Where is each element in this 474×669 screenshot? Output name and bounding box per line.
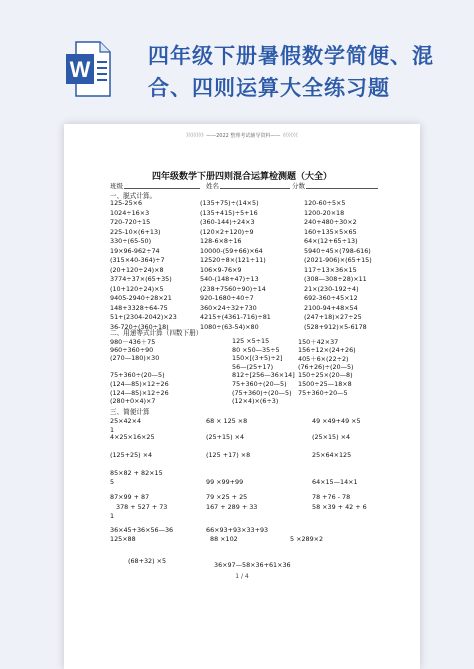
problem-cell: (12×4)×(6÷3)	[232, 397, 279, 406]
section2-title: 二、用递等式计算（四数下册）	[110, 329, 203, 337]
problem-cell: 58 ×39 + 42 + 6	[312, 503, 367, 511]
problem-cell: 10000-(59+66)×64	[200, 246, 263, 255]
problem-cell: 720-720÷15	[110, 218, 151, 226]
problem-cell: 12520÷8×(121÷11)	[200, 256, 266, 264]
problem-cell: 120-60÷5×5	[304, 199, 346, 207]
problem-cell: 128-6×8÷16	[200, 237, 242, 245]
problem-cell: 1	[110, 512, 115, 520]
problem-cell: (135+415)÷5+16	[200, 208, 258, 217]
problem-cell: 3774÷37×(65+35)	[110, 275, 172, 283]
problem-cell: (10+120÷24)×5	[110, 284, 164, 293]
problem-cell: 68 × 125 ×8	[206, 417, 248, 425]
problem-cell: (124—85)×12÷26	[110, 380, 169, 388]
section3-title: 三、简便计算	[110, 408, 150, 416]
problem-cell: (270—180)×30	[110, 354, 160, 363]
class-label: 班级	[110, 182, 123, 190]
banner	[0, 0, 474, 120]
problem-cell: 160+135×5×65	[304, 227, 357, 236]
problem-cell: 330÷(65-50)	[110, 237, 152, 245]
problem-cell: 240+480÷30×2	[304, 218, 357, 226]
doc-title: 四年级数学下册四则混合运算检测题（大全）	[151, 172, 332, 182]
problem-cell: 150×[(3+5)÷2]	[232, 354, 283, 363]
score-blank	[306, 188, 378, 189]
problem-cell: 150＋42×37	[298, 338, 339, 346]
score-label: 分数	[292, 182, 305, 190]
problem-cell: 4×25×16×25	[110, 433, 155, 441]
banner-title-line2: 合、四则运算大全练习题	[148, 76, 390, 100]
problem-cell: 5940÷45×(798-616)	[304, 246, 371, 255]
problem-cell: 87×99 + 87	[110, 493, 150, 501]
problem-cell: 148+3328÷64-75	[110, 303, 168, 312]
problem-cell: 36×45+36×56—36	[110, 526, 174, 534]
name-label: 姓名	[206, 182, 219, 190]
problem-cell: (238+7560÷90)÷14	[200, 284, 266, 293]
problem-cell: (528+912)×5-6178	[304, 322, 367, 331]
problem-cell: (68+32) ×5	[128, 557, 167, 565]
problem-cell: 125×88	[110, 535, 136, 543]
problem-cell: 960÷360÷90	[110, 345, 154, 354]
problem-cell: 51+(2304-2042)×23	[110, 313, 177, 321]
problem-cell: (20+120÷24)×8	[110, 265, 164, 274]
problem-cell: 64×(12+65÷13)	[304, 237, 358, 245]
problem-cell: 75+360÷20—5	[298, 388, 348, 397]
problem-cell: 75+360÷(20—5)	[232, 380, 287, 388]
problem-cell: 4215+(4361-716)÷81	[200, 313, 271, 321]
problem-cell: (124—85)×12÷26	[110, 388, 169, 397]
problem-cell: 2100-94+48×54	[304, 303, 358, 312]
problem-cell: 19×96-962÷74	[110, 246, 160, 255]
problem-cell: 1500÷25—18×8	[298, 380, 352, 388]
problem-cell: (76+26)÷(20—5)	[298, 362, 354, 371]
problem-cell: 1024÷16×3	[110, 208, 150, 217]
problem-cell: 378 + 527 + 73	[116, 503, 168, 511]
problem-cell: (280+0×4)×7	[110, 397, 156, 406]
problem-cell: 125 ×5÷15	[232, 337, 270, 345]
doc-header: 》》》》》》》——2022 整理考试辅导资料——《《《《《《	[186, 133, 298, 139]
problem-cell: 25×42×4	[110, 417, 142, 425]
problem-cell: 64×15—14×1	[312, 478, 358, 486]
problem-cell: 88 ×102	[210, 535, 238, 543]
document-page	[64, 124, 420, 669]
svg-text:W: W	[69, 57, 91, 82]
problem-cell: 692-360÷45×12	[304, 294, 358, 302]
problem-cell: 106×9-76×9	[200, 265, 242, 274]
problem-cell: 225-10×(6+13)	[110, 227, 161, 236]
problem-cell: (125+25) ×4	[110, 451, 153, 459]
problem-cell: 79 ×25 + 25	[206, 493, 248, 501]
problem-cell: 540-(148+47)÷13	[200, 275, 259, 283]
problem-cell: 150÷25×(20—8)	[298, 371, 353, 380]
problem-cell: 405＋6×(22÷2)	[298, 355, 349, 364]
problem-cell: 5	[110, 478, 115, 486]
banner-title-line1: 四年级下册暑假数学简便、混	[148, 44, 434, 68]
page-number: 1 / 4	[235, 573, 249, 580]
problem-cell: 36×97—58×36+61×36	[214, 561, 291, 569]
problem-cell: 920-1680÷40÷7	[200, 294, 254, 302]
problem-cell: 125-25×6	[110, 199, 143, 207]
problem-cell: (315×40-364)÷7	[110, 256, 165, 264]
problem-cell: 1	[110, 426, 115, 434]
problem-cell: 99 ×99+99	[206, 478, 244, 486]
problem-cell: (25+15) ×4	[206, 433, 245, 441]
problem-cell: 117÷13×36×15	[304, 265, 357, 274]
problem-cell: (2021-906)×(65+15)	[304, 256, 372, 264]
problem-cell: 25×64×125	[312, 451, 352, 459]
problem-cell: (308—308÷28)×11	[304, 275, 367, 283]
problem-cell: 78 +76 - 78	[312, 493, 351, 501]
problem-cell: (125 +17) ×8	[206, 451, 251, 459]
word-icon	[66, 40, 112, 98]
problem-cell: 56—(25+17)	[232, 362, 274, 371]
problem-cell: (247+18)×27÷25	[304, 313, 362, 321]
problem-cell: (135+75)÷(14×5)	[200, 199, 259, 207]
problem-cell: 9405-2940÷28×21	[110, 294, 172, 302]
problem-cell: 980－436＋75	[110, 338, 156, 346]
problem-cell: (75+360)÷(20—5)	[232, 388, 292, 397]
problem-cell: 167 + 289 + 33	[206, 503, 258, 511]
problem-cell: (360-144)÷24×3	[200, 218, 255, 226]
problem-cell: 36-720÷(360÷18)	[110, 322, 169, 331]
section1-title: 一、脱式计算。	[110, 192, 157, 200]
problem-cell: 21×(230-192÷4)	[304, 284, 359, 293]
problem-cell: 1080÷(63-54)×80	[200, 322, 259, 331]
problem-cell: 85×82 + 82×15	[110, 469, 163, 477]
problem-cell: 360×24÷32+730	[200, 303, 257, 312]
problem-cell: 80 ×50—35÷5	[232, 345, 280, 354]
problem-cell: 49 ×49+49 ×5	[312, 417, 361, 425]
problem-cell: 66×93+93×33+93	[206, 526, 269, 534]
problem-cell: 1200-20×18	[304, 208, 345, 217]
class-blank	[124, 188, 200, 189]
problem-cell: 75+360÷(20—5)	[110, 371, 165, 380]
problem-cell: 156÷12×(24+26)	[298, 345, 356, 354]
problem-cell: 812÷[256—36×14]	[232, 371, 295, 380]
name-blank	[220, 188, 290, 189]
problem-cell: (25×15) ×4	[312, 433, 351, 441]
problem-cell: 5 ×289×2	[290, 535, 324, 543]
problem-cell: (120×2+120)÷9	[200, 227, 254, 236]
